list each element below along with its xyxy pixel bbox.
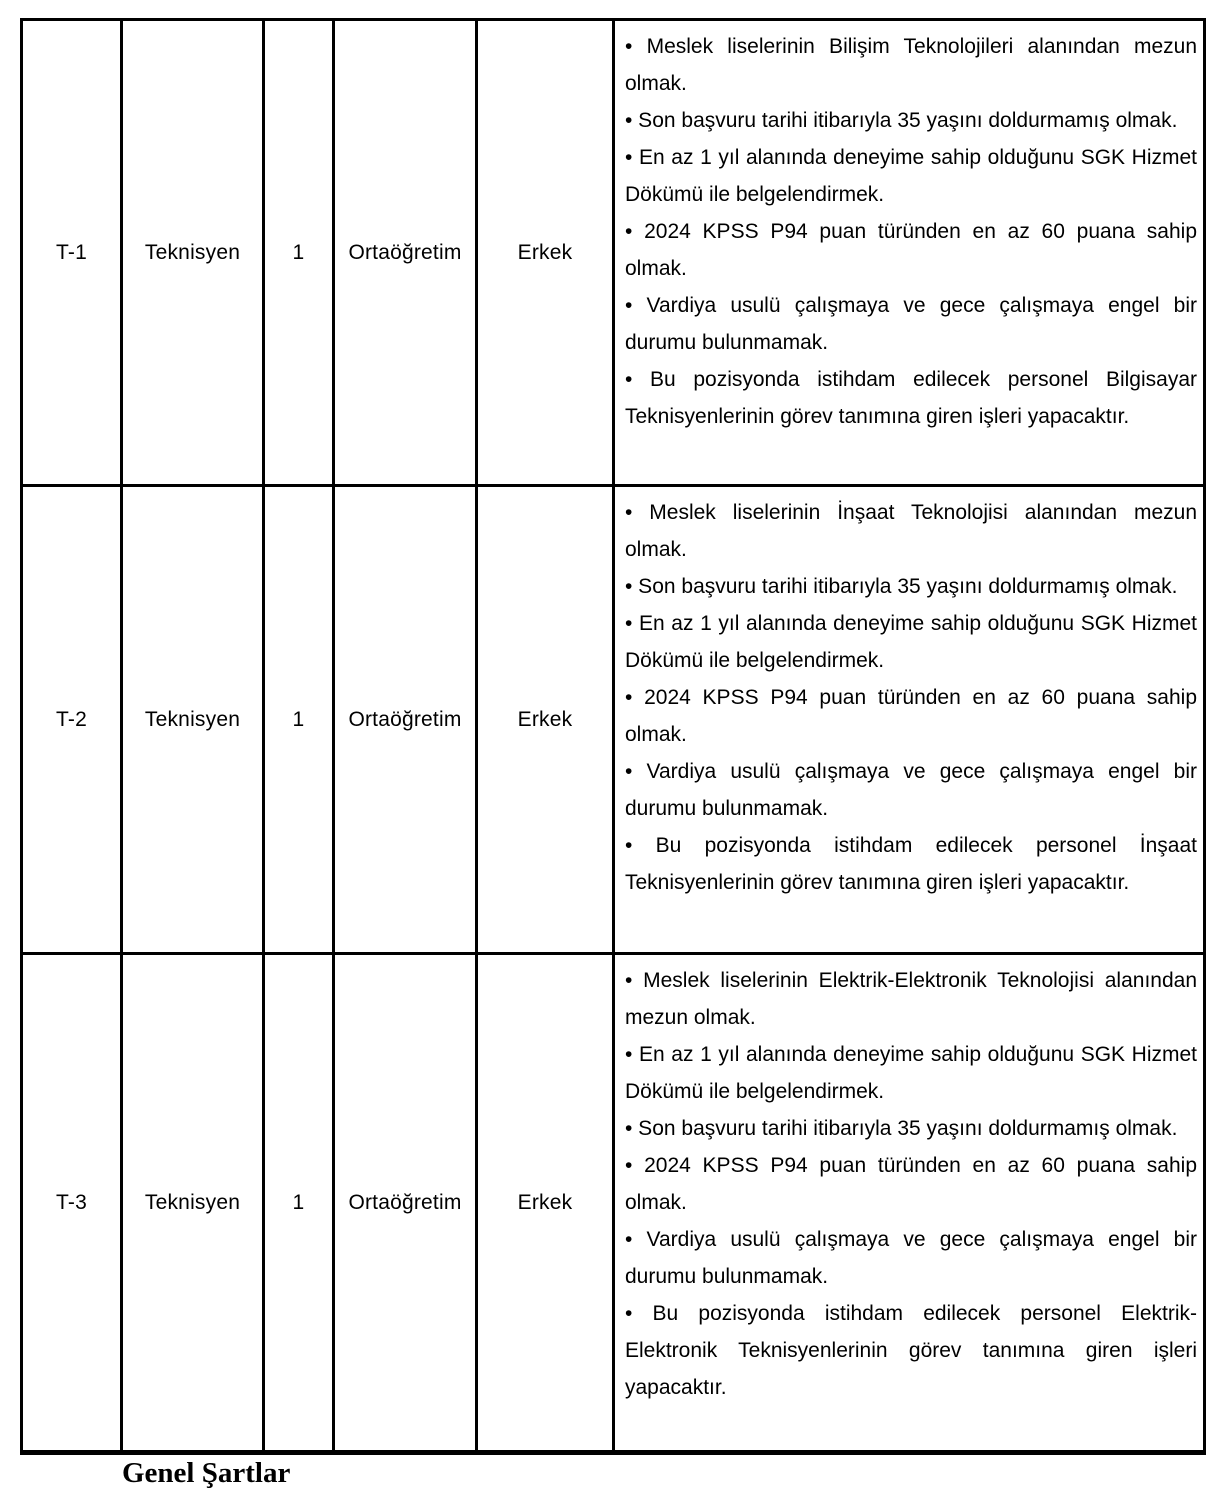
requirement-item: • En az 1 yıl alanında deneyime sahip olduğunu SGK Hizmet Dökümü ile belgelendirmek. bbox=[625, 612, 1197, 672]
cell-gender: Erkek bbox=[478, 955, 615, 1450]
requirement-item: • En az 1 yıl alanında deneyime sahip olduğunu SGK Hizmet Dökümü ile belgelendirmek. bbox=[625, 146, 1197, 206]
requirement-item: • 2024 KPSS P94 puan türünden en az 60 puana sahip olmak. bbox=[625, 1154, 1197, 1214]
requirement-item: • Bu pozisyonda istihdam edilecek personel İnşaat Teknisyenlerinin görev tanımına giren işleri yapacaktır. bbox=[625, 834, 1197, 894]
section-heading-genel-sartlar: Genel Şartlar bbox=[122, 1457, 291, 1489]
requirement-item: • Vardiya usulü çalışmaya ve gece çalışmaya engel bir durumu bulunmamak. bbox=[625, 294, 1197, 354]
cell-education: Ortaöğretim bbox=[335, 955, 478, 1450]
cell-education: Ortaöğretim bbox=[335, 487, 478, 955]
requirement-item: • Meslek liselerinin Elektrik-Elektronik Teknolojisi alanından mezun olmak. bbox=[625, 969, 1197, 1029]
cell-count: 1 bbox=[265, 487, 335, 955]
table-row bbox=[23, 21, 1203, 487]
positions-table bbox=[20, 18, 1206, 1455]
requirement-item: • En az 1 yıl alanında deneyime sahip olduğunu SGK Hizmet Dökümü ile belgelendirmek. bbox=[625, 1043, 1197, 1103]
requirement-item: • Vardiya usulü çalışmaya ve gece çalışmaya engel bir durumu bulunmamak. bbox=[625, 760, 1197, 820]
requirement-item: • Son başvuru tarihi itibarıyla 35 yaşını doldurmamış olmak. bbox=[625, 575, 1178, 598]
table-row bbox=[23, 955, 1203, 1450]
cell-code: T-3 bbox=[23, 955, 123, 1450]
requirement-item: • Meslek liselerinin Bilişim Teknolojileri alanından mezun olmak. bbox=[625, 35, 1197, 95]
requirement-item: • 2024 KPSS P94 puan türünden en az 60 puana sahip olmak. bbox=[625, 220, 1197, 280]
cell-requirements bbox=[615, 487, 1203, 955]
requirement-item: • Bu pozisyonda istihdam edilecek personel Bilgisayar Teknisyenlerinin görev tanımına giren işleri yapacaktır. bbox=[625, 368, 1197, 428]
cell-education: Ortaöğretim bbox=[335, 21, 478, 487]
cell-count: 1 bbox=[265, 955, 335, 1450]
requirement-item: • Meslek liselerinin İnşaat Teknolojisi alanından mezun olmak. bbox=[625, 501, 1197, 561]
cell-position: Teknisyen bbox=[123, 487, 265, 955]
table-row bbox=[23, 487, 1203, 955]
cell-gender: Erkek bbox=[478, 21, 615, 487]
requirement-item: • Son başvuru tarihi itibarıyla 35 yaşını doldurmamış olmak. bbox=[625, 109, 1178, 132]
cell-count: 1 bbox=[265, 21, 335, 487]
cell-position: Teknisyen bbox=[123, 21, 265, 487]
cell-gender: Erkek bbox=[478, 487, 615, 955]
requirement-item: • Vardiya usulü çalışmaya ve gece çalışmaya engel bir durumu bulunmamak. bbox=[625, 1228, 1197, 1288]
cell-code: T-1 bbox=[23, 21, 123, 487]
cell-position: Teknisyen bbox=[123, 955, 265, 1450]
cell-requirements bbox=[615, 21, 1203, 487]
cell-code: T-2 bbox=[23, 487, 123, 955]
requirement-item: • Bu pozisyonda istihdam edilecek personel Elektrik-Elektronik Teknisyenlerinin görev tanımına giren işleri yapacaktır. bbox=[625, 1302, 1197, 1399]
requirement-item: • Son başvuru tarihi itibarıyla 35 yaşını doldurmamış olmak. bbox=[625, 1117, 1178, 1140]
cell-requirements bbox=[615, 955, 1203, 1450]
requirement-item: • 2024 KPSS P94 puan türünden en az 60 puana sahip olmak. bbox=[625, 686, 1197, 746]
